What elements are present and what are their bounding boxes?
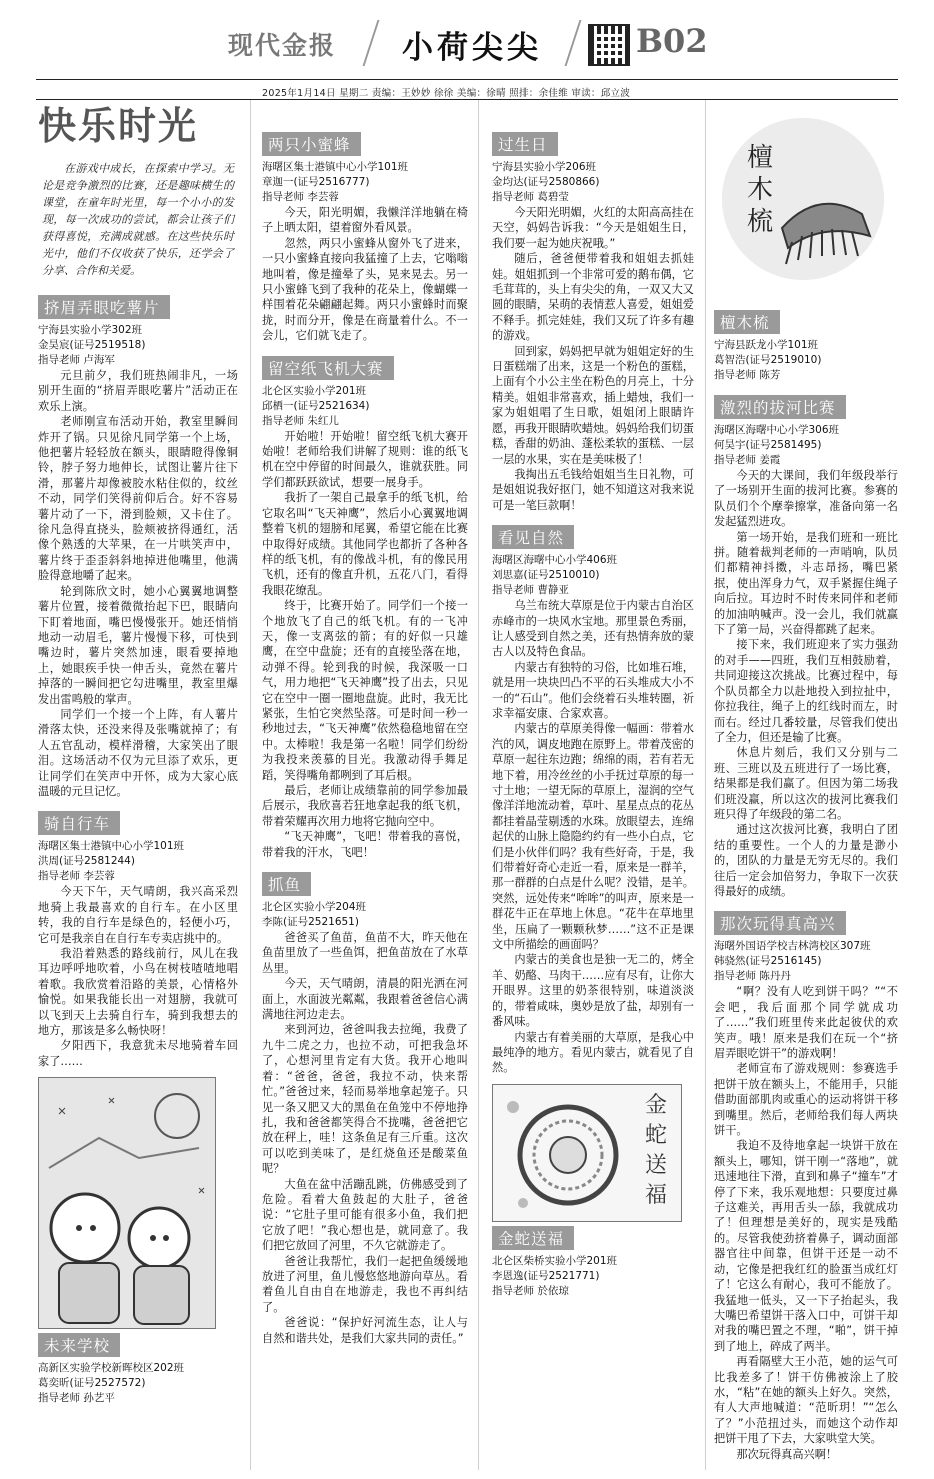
paragraph: 我折了一架自己最拿手的纸飞机，给它取名叫“飞天神鹰”，然后小心翼翼地调整着飞机的翅膀和尾翼，希望它能在比赛中取得好成绩。其他同学也都折了各种各样的纸飞机，有的像战斗机，有的像民用飞机，还有的像直升机，五花八门，看得我眼花缭乱。: [262, 491, 468, 597]
paragraph: 今天阳光明媚，火红的太阳高高挂在天空，妈妈告诉我：“今天是姐姐生日，我们要一起为她庆祝哦。”: [492, 206, 694, 250]
teacher: 指导老师 李芸蓉: [38, 870, 115, 883]
teacher: 指导老师 陈丹丹: [714, 970, 791, 983]
paper-name: 现代金报: [228, 31, 337, 60]
golden-snake-drawing: [492, 1084, 682, 1222]
author: 李恩逸(证号2521771): [492, 1269, 600, 1282]
article-birthday: [492, 128, 694, 513]
future-school-drawing: [38, 1077, 216, 1329]
author: 章迦一(证号2516777): [262, 176, 370, 188]
paragraph: 爸爸说：“保护好河流生态，让人与自然和谐共处，是我们大家共同的责任。”: [262, 1316, 468, 1345]
paragraph: 内蒙古有独特的习俗，比如堆石堆，就是用一块块凹凸不平的石头堆成大小不一的“石山”。他们会绕着石头堆转圈，祈求幸福安康、合家欢喜。: [492, 660, 694, 720]
article-body: [262, 429, 468, 860]
column-3: [492, 128, 694, 1307]
column-divider: [705, 100, 706, 1470]
article-catch-fish: [262, 868, 468, 1346]
column-divider: [478, 100, 479, 1470]
school: 海曙区集士港镇中心小学101班: [38, 840, 185, 853]
article-body: [262, 930, 468, 1346]
teacher: 指导老师 姜霞: [714, 454, 781, 466]
article-title: 看见自然: [492, 525, 574, 549]
author: 葛智浩(证号2519010): [714, 354, 822, 366]
paragraph: 内蒙古有着美丽的大草原，是我心中最纯净的地方。看见内蒙古，就看见了自然。: [492, 1030, 694, 1075]
article-chips: [38, 291, 238, 799]
school: 海曙区海曙中心小学306班: [714, 424, 840, 436]
teacher: 指导老师 陈芳: [714, 369, 781, 381]
paragraph: 今天，阳光明媚，我懒洋洋地躺在椅子上晒太阳，望着窗外看风景。: [262, 206, 468, 235]
paragraph: 来到河边，爸爸叫我去拉绳，我费了九牛二虎之力，也拉不动，可把我急坏了，心想河里肯定有大货。我开心地叫着：“爸爸，爸爸，我拉不动，快来帮忙。”爸爸过来，轻而易举地拿起笼子。只见一条又肥又大的黑鱼在鱼笼中不停地挣扎，我和爸爸都笑得合不拢嘴，爸爸把它放在秤上，哇！这条鱼足有三斤重。这次可以吃到美味了，是红烧鱼还是酸菜鱼呢？: [262, 1023, 468, 1176]
article-title: 金蛇送福: [492, 1226, 574, 1250]
masthead-rule: [36, 79, 898, 80]
article-title: 激烈的拔河比赛: [714, 395, 846, 419]
school: 海曙外国语学校吉林湾校区307班: [714, 940, 871, 953]
article-paper-plane: [262, 352, 468, 860]
article-title: 两只小蜜蜂: [262, 132, 361, 156]
paragraph: 乌兰布统大草原是位于内蒙古自治区赤峰市的一块风水宝地。那里景色秀丽，让人感受到自然之美，还有热情奔放的蒙古人以及特色食品。: [492, 599, 694, 659]
snake-drawing-caption: 金蛇送福: [644, 1092, 667, 1208]
article-future-school: [38, 1329, 238, 1406]
author: 洪周(证号2581244): [38, 855, 135, 868]
paragraph: 接下来，我们班迎来了实力强劲的对手——四班，我们互相鼓励着，共同迎接这次挑战。比赛过程中，每个队员都全力以赴地投入到拉扯中，你拉我往，绳子上的红线时而左，时而右。经过几番较量，尽管我们使出了全力，但还是输了比赛。: [714, 638, 898, 744]
paragraph: 今天，天气晴朗，清晨的阳光洒在河面上，水面波光粼粼，我跟着爸爸信心满满地往河边走去。: [262, 977, 468, 1022]
sandalwood-comb-drawing: [722, 118, 884, 280]
dateline: 2025年1月14日 星期二 责编：王妙妙 徐徐 美编：徐晴 照排：余佳维 审读：邱立波: [262, 88, 631, 99]
school: 宁海县跃龙小学101班: [714, 339, 819, 351]
teacher: 指导老师 於依琼: [492, 1284, 569, 1297]
paragraph: 开始啦！开始啦！留空纸飞机大赛开始啦！老师给我们讲解了规则：谁的纸飞机在空中停留的时间最久，谁就获胜。同学们都跃跃欲试，想要一展身手。: [262, 429, 468, 489]
author: 葛奕昕(证号2527572): [38, 1377, 146, 1390]
teacher: 指导老师 葛碧莹: [492, 191, 569, 203]
article-body: [714, 984, 898, 1462]
author: 韩骁然(证号2516145): [714, 955, 822, 968]
column-2: [262, 128, 468, 1354]
article-see-nature: [492, 521, 694, 1076]
article-body: [262, 205, 468, 344]
school: 北仑区实验小学204班: [262, 901, 367, 914]
school: 宁海县实验小学206班: [492, 161, 597, 173]
author: 金均达(证号2580866): [492, 176, 600, 188]
teacher: 指导老师 卢海军: [38, 354, 115, 366]
teacher: 指导老师 孙艺平: [38, 1392, 115, 1405]
school: 北仑区实验小学201班: [262, 384, 367, 397]
intro-text: 在游戏中成长，在探索中学习。无论是竞争激烈的比赛，还是趣味横生的课堂，在童年时光里，每一个小小的发现，每一次成功的尝试，都会让孩子们获得喜悦，充满成就感。在这些快乐时光中，他们不仅收获了快乐，还学会了分享、合作和关爱。: [42, 162, 234, 277]
school: 宁海县实验小学302班: [38, 324, 143, 336]
paragraph: “飞天神鹰”，飞吧！带着我的喜悦，带着我的汗水，飞吧！: [262, 830, 468, 859]
teacher: 指导老师 曹静亚: [492, 584, 569, 597]
paragraph: 第一场开始，是我们班和一班比拼。随着裁判老师的一声哨响，队员们都精神抖擞，斗志昂扬，嘴巴紧抿，使出浑身力气，双手紧握住绳子向后拉。耳边时不时传来同伴和老师的加油呐喊声。没一会儿，我们就赢下了第一局，兴奋得都跳了起来。: [714, 530, 898, 637]
paragraph: 忽然，两只小蜜蜂从窗外飞了进来，一只小蜜蜂直接向我猛撞了上去，它嗡嗡地叫着，像是撞晕了头，晃来晃去。另一只小蜜蜂飞到了我种的花朵上，像蝴蝶一样围着花朵翩翩起舞。两只小蜜蜂时而聚拢，时而分开，像是在商量着什么。不一会儿，它们就飞走了。: [262, 236, 468, 343]
paragraph: 通过这次拔河比赛，我明白了团结的重要性。一个人的力量是渺小的，团队的力量是无穷无尽的。我们往后一定会加倍努力，争取下一次获得最好的成绩。: [714, 823, 898, 898]
article-title: 那次玩得真高兴: [714, 911, 846, 935]
school: 海曙区集士港镇中心小学101班: [262, 161, 409, 173]
paragraph: 老师刚宣布活动开始，教室里瞬间炸开了锅。只见徐凡同学第一个上场，他把薯片轻轻放在额头，眼睛瞪得像铜铃，脖子努力地伸长，试图让薯片往下滑，那薯片却像被胶水粘住似的，纹丝不动，同学们笑得前仰后合。好不容易薯片动了一下，滑到脸颊，又卡住了。徐凡急得直挠头，脸颊被挤得通红，活像个熟透的大苹果，在一片哄笑声中，薯片终于歪歪斜斜地掉进他嘴里，他满脸得意地嚼了起来。: [38, 415, 238, 583]
paragraph: 今天下午，天气晴朗，我兴高采烈地骑上我最喜欢的自行车。在小区里转，我的自行车是绿色的，轻便小巧，它可是我亲自在自行车专卖店挑中的。: [38, 885, 238, 945]
author: 何昊宇(证号2581495): [714, 439, 822, 451]
page-title: 快乐时光: [38, 103, 199, 148]
author: 李陈(证号2521651): [262, 916, 359, 929]
paragraph: 爸爸买了鱼苗，鱼苗不大，昨天他在鱼苗里放了一些鱼饵，把鱼苗放在了水草丛里。: [262, 931, 468, 975]
teacher: 指导老师 李芸蓉: [262, 191, 339, 203]
paragraph: 回到家，妈妈把早就为姐姐定好的生日蛋糕端了出来，这是一个粉色的蛋糕，上面有个小公主坐在粉色的月亮上，十分精美。姐姐非常喜欢，插上蜡烛，我们一家为姐姐唱了生日歌，姐姐闭上眼睛许愿，再我开眼睛吹蜡烛。妈妈给我们切蛋糕，香甜的奶油、蓬松柔软的蛋糕、一层一层的水果，实在是美味极了！: [492, 344, 694, 466]
paragraph: 同学们一个接一个上阵，有人薯片滑落太快，还没来得及张嘴就掉了；有人五官乱动，模样滑稽，大家笑出了眼泪。这场活动不仅为元旦添了欢乐，更让同学们在笑声中开怀，成为大家心底温暖的元旦记忆。: [38, 707, 238, 798]
article-body: [714, 468, 898, 899]
article-title: 过生日: [492, 132, 558, 156]
paragraph: 休息片刻后，我们又分别与二班、三班以及五班进行了一场比赛，结果都是我们赢了。但因为第二场我们班没赢，所以这次的拔河比赛我们班只得了年级段的第二名。: [714, 746, 898, 821]
paragraph: 我迫不及待地拿起一块饼干放在额头上，哪知，饼干刚一“落地”，就迅速地往下滑，直到和鼻子“撞车”才停了下来，我乐观地想：只要度过鼻子这难关，再用舌头一舔，我就成功了！但理想是美好的，现实是残酷的。尽管我使劲挤着鼻子，调动面部器官往中间靠，但饼干还是一动不动，它像是把我红红的脸蛋当成红灯了！它这么有耐心，我可不能放了。我猛地一低头，又一下子抬起头，我大嘴巴希望饼干落入口中，可饼干却对我的嘴巴置之不理，“啪”，饼干掉到了地上，碎成了两半。: [714, 1139, 898, 1353]
article-title: 抓鱼: [262, 872, 311, 896]
paragraph: “啊？没有人吃到饼干吗？”“不会吧，我后面那个同学就成功了……”我们班里传来此起彼伏的欢笑声。哦！原来是我们在玩一个“挤眉弄眼吃饼干”的游戏啊！: [714, 985, 898, 1060]
paragraph: 最后，老师让成绩靠前的同学参加最后展示，我欣喜若狂地拿起我的纸飞机，带着荣耀再次用力地将它抛向空中。: [262, 784, 468, 828]
article-bike: [38, 807, 238, 1069]
article-title: 留空纸飞机大赛: [262, 356, 394, 380]
masthead-divider: [363, 20, 380, 66]
article-golden-snake: [492, 1222, 694, 1299]
paragraph: 随后，爸爸便带着我和姐姐去抓娃娃。姐姐抓到一个非常可爱的鹅布偶，它毛茸茸的，头上有尖尖的角，一双又大又圆的眼睛，呆萌的表情惹人喜爱，姐姐爱不释手。抓完娃娃，我们又玩了许多有趣的游戏。: [492, 252, 694, 343]
article-title: 檀木梳: [714, 310, 780, 334]
article-title: 骑自行车: [38, 811, 120, 835]
paragraph: 我沿着熟悉的路线前行，风儿在我耳边呼呼地吹着，小鸟在树枝喳喳地唱着歌。我欣赏着沿路的美景，心情格外愉悦。如果我能长出一对翅膀，我就可以飞到天上去骑自行车，骑到我想去的地方，那该是多么畅快呀！: [38, 947, 238, 1038]
section-name: 小荷尖尖: [402, 30, 542, 66]
article-title: 挤眉弄眼吃薯片: [38, 295, 170, 319]
article-body: [492, 205, 694, 513]
article-fun-time: [714, 907, 898, 1462]
paragraph: 元旦前夕，我们班热闹非凡，一场别开生面的“挤眉弄眼吃薯片”活动正在欢乐上演。: [38, 369, 238, 413]
school: 高新区实验学校新晖校区202班: [38, 1362, 185, 1375]
article-body: [38, 884, 238, 1069]
page-number: B02: [636, 22, 708, 60]
article-tug-of-war: [714, 391, 898, 899]
column-1: [38, 100, 238, 1414]
article-title: 未来学校: [38, 1333, 120, 1357]
school: 北仑区柴桥实验小学201班: [492, 1254, 618, 1267]
paragraph: 轮到陈欣文时，她小心翼翼地调整薯片位置，接着微微抬起下巴，眼睛向下盯着地面，嘴巴慢慢张开。她还悄悄地动一动眉毛，薯片慢慢下移，可快到嘴边时，薯片突然加速，眼看要掉地上，她眼疾手快一伸舌头，竟然在薯片掉落的一瞬间把它勾进嘴里，教室里爆发出雷鸣般的掌声。: [38, 584, 238, 706]
column-divider: [250, 100, 251, 1470]
paragraph: 今天的大课间，我们年级段举行了一场别开生面的拔河比赛。参赛的队员们个个摩拳擦掌，准备向第一名发起猛烈进攻。: [714, 469, 898, 529]
author: 金昊宸(证号2519518): [38, 339, 146, 351]
article-bees: [262, 128, 468, 344]
astronaut-drawing-icon: [39, 1078, 216, 1329]
paragraph: 爸爸让我帮忙，我们一起把鱼缓缓地放进了河里，鱼儿慢悠悠地游向草丛。看着鱼儿自由自在地游走，我也不再纠结了。: [262, 1254, 468, 1314]
paragraph: 内蒙古的美食也是独一无二的，烤全羊、奶酪、马肉干……应有尽有，让你大开眼界。这里的奶茶很特别，味道淡淡的，带着咸味，奥妙是放了盐，却别有一番风味。: [492, 953, 694, 1029]
column-4: [714, 306, 898, 1470]
paragraph: 我掏出五毛钱给姐姐当生日礼物，可是姐姐说我好抠门，她不知道这对我来说可是一笔巨款啊！: [492, 467, 694, 512]
paragraph: 夕阳西下，我意犹未尽地骑着车回家了……: [38, 1039, 238, 1068]
article-body: [492, 598, 694, 1076]
masthead: [0, 0, 934, 80]
paragraph: 那次玩得真高兴啊！: [736, 1447, 838, 1461]
paragraph: 内蒙古的草原美得像一幅画：带着水汽的风，调皮地跑在原野上。带着茂密的草原一起往东边跑；绵绵的雨，若有若无地下着，用冷丝丝的小手抚过草原的每一寸土地；一望无际的草原上，湿润的空气像洋洋地流动着，草叶、星星点点的花丛都挂着晶莹剔透的水珠。放眼望去，连绵起伏的山脉上隐隐约约有一些小白点，它们是小伙伴们吗？我有些好奇，于是，我们带着好奇心走近一看，原来是一群羊，那一群群的白点是什么呢？没错，是羊。突然，远处传来“哞哞”的叫声，原来是一群花牛正在草地上休息。“花牛在草地里坐，压扁了一颗颗秋梦……”这不正是课文中所描绘的画面吗？: [492, 722, 694, 952]
paragraph: 大鱼在盆中活蹦乱跳，仿佛感受到了危险。看着大鱼鼓起的大肚子，爸爸说：“它肚子里可能有很多小鱼，我们把它放了吧！”我心想也是，就同意了。我们把它放回了河里，不久它就游走了。: [262, 1177, 468, 1253]
paragraph: 再看隔壁大王小范，她的运气可比我差多了！饼干仿佛被涂上了胶水，“粘”在她的额头上好久。突然，有人大声地喊道：“范昕玥！”“怎么了？”小范扭过头，而她这个动作却把饼干甩了下去，大家哄堂大笑。: [714, 1355, 898, 1446]
qr-code-icon: [588, 24, 630, 66]
comb-drawing-caption: 檀木梳: [746, 143, 773, 237]
article-body: [38, 368, 238, 799]
school: 海曙区海曙中心小学406班: [492, 554, 618, 567]
author: 邱栖一(证号2521634): [262, 399, 370, 412]
author: 刘思嘉(证号2510010): [492, 569, 600, 582]
paragraph: 老师宣布了游戏规则：参赛选手把饼干放在额头上，不能用手，只能借助面部肌肉或重心的运动将饼干移到嘴里。然后，老师给我们每人两块饼干。: [714, 1062, 898, 1138]
article-comb: [714, 306, 898, 383]
paragraph: 终于，比赛开始了。同学们一个接一个地放飞了自己的纸飞机。有的一飞冲天，像一支离弦的箭；有的好似一只雄鹰，在空中盘旋；还有的直接坠落在地，动弹不得。轮到我的时候，我深吸一口气，用力地把“飞天神鹰”投了出去，只见它在空中一圈一圈地盘旋。此时，我无比紧张，生怕它突然坠落。可是时间一秒一秒地过去，“飞天神鹰”依然稳稳地留在空中。太棒啦！我是第一名啦！同学们纷纷为我投来羡慕的目光。我激动得手舞足蹈，笑得嘴角都咧到了耳后根。: [262, 599, 468, 782]
masthead-divider: [565, 20, 582, 66]
teacher: 指导老师 朱红儿: [262, 414, 339, 427]
